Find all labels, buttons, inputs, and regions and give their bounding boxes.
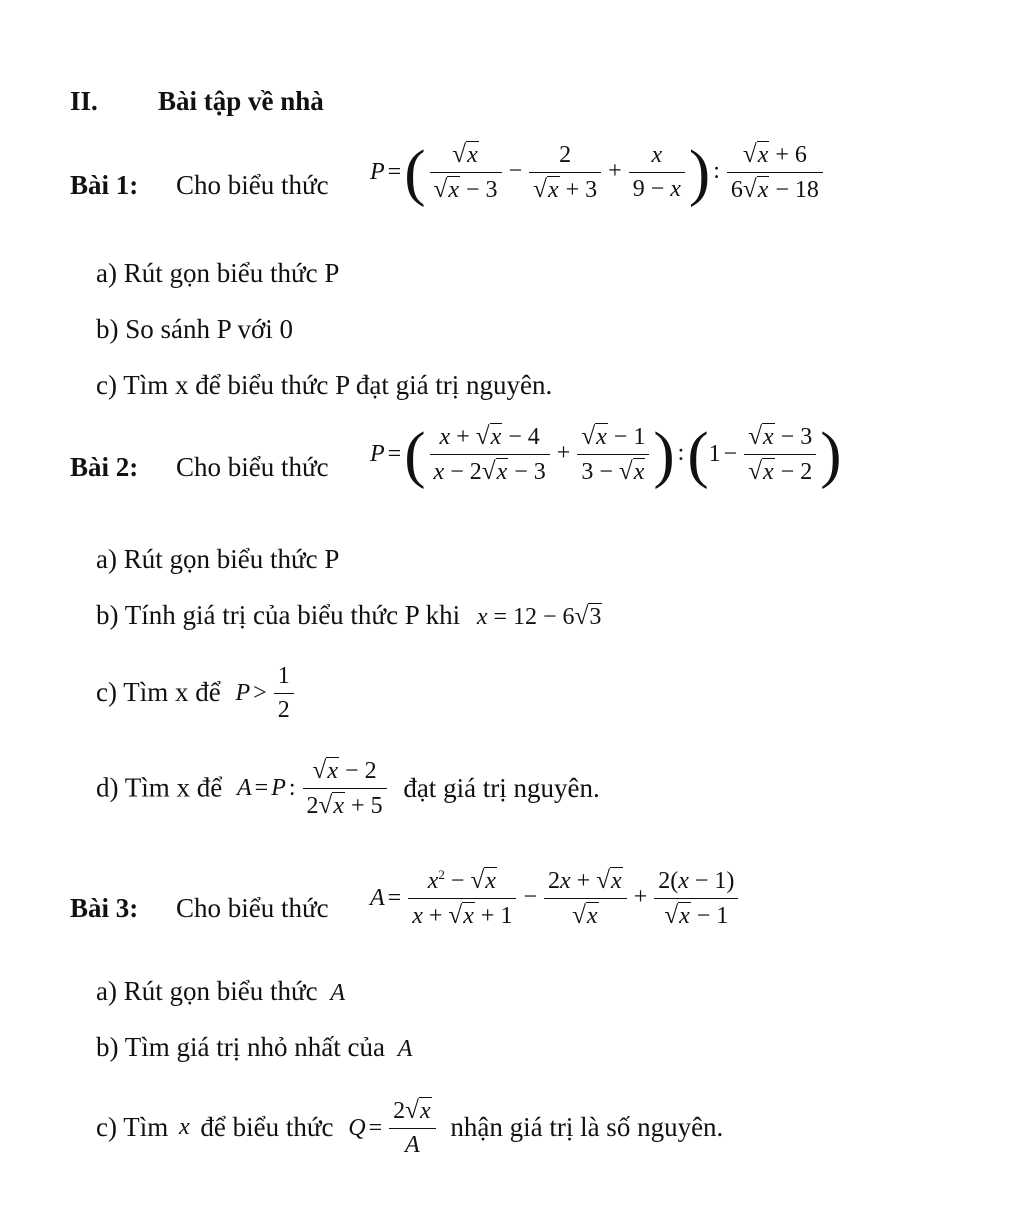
bai3-item-b-var: A [397, 1036, 413, 1062]
section-title: Bài tập về nhà [158, 86, 324, 116]
bai2-item-c-text: c) Tìm x để [96, 677, 221, 708]
bai1-intro: Cho biểu thức [176, 170, 329, 200]
section-number: II. [70, 86, 98, 116]
bai2-item-d [96, 756, 600, 821]
bai3-heading: Bài 3: [70, 893, 139, 923]
bai2-item-d-formula: A = P : $\frac{√x - 2}{2√x + 5}$ [237, 774, 391, 800]
bai2-formula: P =( $\frac{x + √x - 4}{x - 2√x - 3}$ + $\frac{√x - 1}{3 - √x}$ ) :(1 − $\frac{√x - 3}{√x - 2}$ ) [370, 418, 842, 490]
bai2-heading: Bài 2: [70, 452, 139, 482]
bai2-intro: Cho biểu thức [176, 452, 329, 482]
bai3-item-c-prefix: c) Tìm [96, 1111, 169, 1142]
bai3-item-b [96, 1032, 412, 1063]
bai3-intro: Cho biểu thức [176, 893, 329, 923]
bai1-heading: Bài 1: [70, 170, 139, 200]
bai2-item-a: a) Rút gọn biểu thức P [96, 544, 340, 574]
bai2-item-d-suffix: đạt giá trị nguyên. [403, 772, 600, 803]
bai2-item-c-formula: P > $\frac{1}{2}$ [235, 679, 297, 705]
bai3-item-c-formula: Q = $\frac{2√x}{A}$ [348, 1114, 439, 1140]
bai2-item-d-text: d) Tìm x để [96, 772, 223, 803]
bai1-item-b: b) So sánh P với 0 [96, 314, 294, 344]
bai3-item-c-mid: để biểu thức [200, 1111, 334, 1142]
bai1-formula: P =( $\frac{√x}{√x - 3}$ − $\frac{2}{√x + 3}$ + $\frac{x}{9 - x}$ ) : $\frac{√x + 6}{6√x - 18}$ [370, 140, 827, 205]
bai3-item-c-suffix: nhận giá trị là số nguyên. [450, 1111, 724, 1142]
bai1-item-a: a) Rút gọn biểu thức P [96, 258, 340, 288]
bai1-item-c: c) Tìm x để biểu thức P đạt giá trị nguyên. [96, 370, 553, 400]
bai2-item-c [96, 662, 298, 725]
bai3-item-c [96, 1096, 723, 1160]
bai3-item-a [96, 976, 345, 1007]
bai2-item-b [96, 600, 602, 631]
bai3-item-b-text: b) Tìm giá trị nhỏ nhất của [96, 1032, 385, 1062]
bai2-item-b-formula: x = 12 − 6√3 [476, 603, 602, 630]
bai3-formula: A = $\frac{x^2 - √x}{x + √x + 1}$ − $\frac{2x + √x}{√x}$ + $\frac{2(x - 1)}{√x - 1}$ [370, 866, 742, 931]
bai3-item-a-text: a) Rút gọn biểu thức [96, 976, 318, 1006]
bai3-item-a-var: A [330, 980, 346, 1006]
bai3-item-c-var: x [178, 1113, 190, 1140]
bai2-item-b-text: b) Tính giá trị của biểu thức P khi [96, 600, 461, 630]
